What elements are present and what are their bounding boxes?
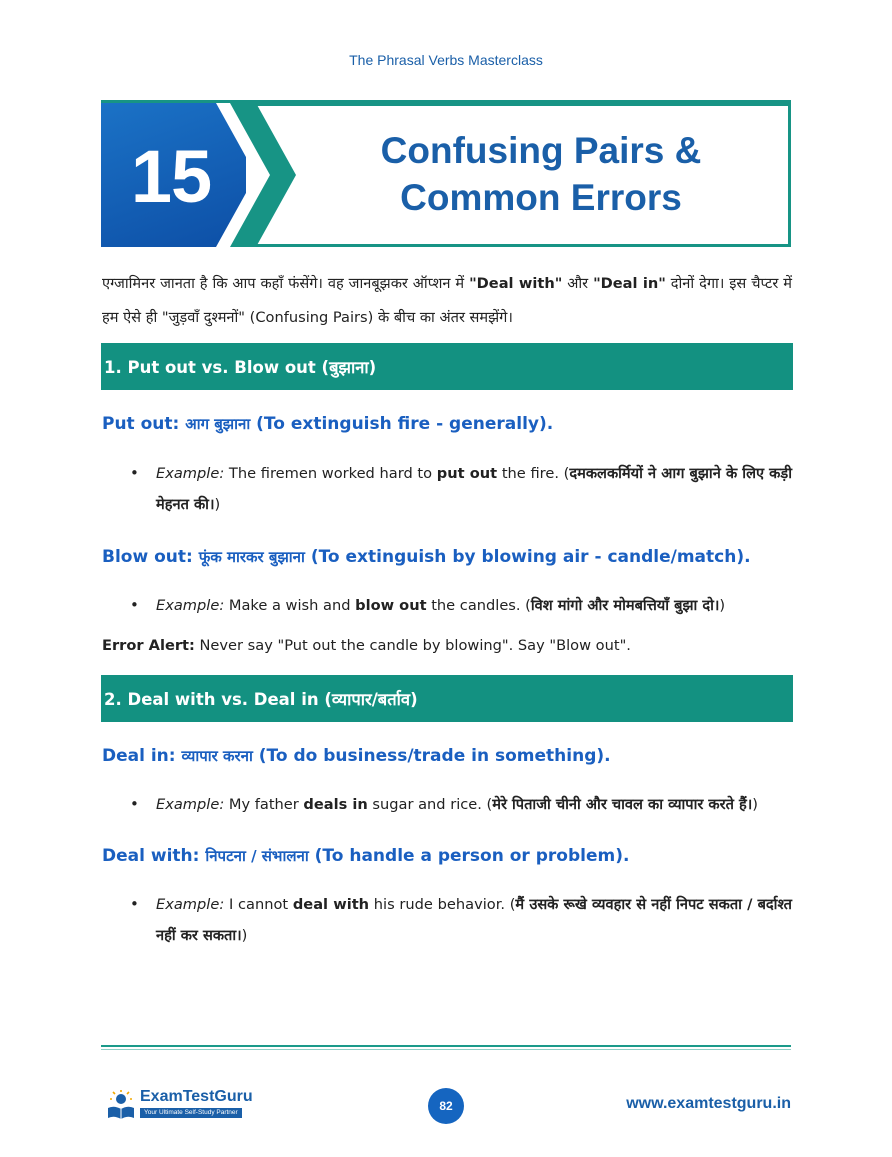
- intro-text-1: एग्जामिनर जानता है कि आप कहाँ फंसेंगे। वह जानबूझकर ऑप्शन में: [102, 275, 470, 292]
- section-heading-1: [101, 343, 793, 390]
- example-text: the candles. (: [426, 597, 531, 614]
- chapter-title: [351, 127, 731, 221]
- bullet-dot-icon: •: [130, 464, 139, 482]
- section-heading-2: [101, 675, 793, 722]
- intro-paragraph: [102, 267, 792, 335]
- example-text: the fire. (: [497, 465, 570, 482]
- term-hindi: फूंक मारकर बुझाना: [198, 548, 305, 566]
- error-alert-label: Error Alert:: [102, 637, 195, 654]
- example-hindi: दमकलकर्मियों ने आग बुझाने के लिए कड़ी मेहनत की।: [156, 465, 792, 513]
- term-label: Deal in:: [102, 746, 182, 766]
- example-text: his rude behavior. (: [369, 896, 516, 913]
- example-label: Example:: [156, 465, 225, 482]
- term-deal-with: [102, 846, 629, 866]
- example-phrase: blow out: [355, 597, 427, 614]
- chapter-title-line-1: Confusing Pairs &: [380, 130, 702, 171]
- example-hindi: मेरे पिताजी चीनी और चावल का व्यापार करते हैं।: [492, 796, 753, 813]
- example-label: Example:: [156, 597, 225, 614]
- logo-tagline: Your Ultimate Self-Study Partner: [140, 1108, 242, 1118]
- bullet-dot-icon: •: [130, 795, 139, 813]
- intro-bold-1: "Deal with": [469, 275, 563, 292]
- example-text: Make a wish and: [224, 597, 356, 614]
- bullet-dot-icon: •: [130, 895, 139, 913]
- term-label: Deal with:: [102, 846, 206, 866]
- example-text: I cannot: [224, 896, 293, 913]
- term-hindi: आग बुझाना: [185, 415, 251, 433]
- chapter-title-line-2: Common Errors: [400, 177, 682, 218]
- example-hindi: मैं उसके रूखे व्यवहार से नहीं निपट सकता / बर्दाश्त नहीं कर सकता।: [156, 896, 792, 944]
- page-number: 82: [428, 1088, 464, 1124]
- section-heading-text: 1. Put out vs. Blow out (बुझाना): [104, 358, 377, 377]
- term-hindi: व्यापार करना: [181, 747, 253, 765]
- term-meaning: (To extinguish fire - generally).: [250, 414, 554, 434]
- chapter-number: 15: [130, 135, 212, 218]
- intro-bold-2: "Deal in": [593, 275, 666, 292]
- term-hindi: निपटना / संभालना: [205, 847, 309, 865]
- example-phrase: deals in: [303, 796, 368, 813]
- example-text: My father: [224, 796, 304, 813]
- example-text: ): [719, 597, 726, 614]
- error-alert: [102, 637, 631, 654]
- reader-icon: [106, 1090, 136, 1120]
- section-heading-text: 2. Deal with vs. Deal in (व्यापार/बर्ताव): [104, 690, 418, 709]
- website-link[interactable]: www.examtestguru.in: [626, 1095, 791, 1112]
- example-phrase: put out: [436, 465, 498, 482]
- intro-text-3: दोनों देगा। इस चैप्टर में हम ऐसे ही "जुड़वाँ दुश्मनों" (Confusing Pairs) के बीच का अंतर समझेंगे।: [102, 275, 792, 326]
- example-text: ): [214, 496, 221, 513]
- bullet-dot-icon: •: [130, 596, 139, 614]
- running-header: The Phrasal Verbs Masterclass: [349, 52, 543, 68]
- chapter-banner: [101, 100, 791, 247]
- example-phrase: deal with: [292, 896, 370, 913]
- example-hindi: विश मांगो और मोमबत्तियाँ बुझा दो।: [530, 597, 720, 614]
- example-text: ): [752, 796, 758, 813]
- logo-name: ExamTestGuru: [140, 1088, 253, 1105]
- example-label: Example:: [156, 796, 225, 813]
- example-label: Example:: [156, 896, 225, 913]
- term-meaning: (To handle a person or problem).: [308, 846, 630, 866]
- footer-rule: [101, 1045, 791, 1047]
- chevron-arrow-icon: [216, 103, 296, 247]
- term-deal-in: [102, 746, 611, 766]
- term-put-out: [102, 414, 553, 434]
- term-label: Put out:: [102, 414, 186, 434]
- term-meaning: (To do business/trade in something).: [252, 746, 611, 766]
- error-alert-text: Never say "Put out the candle by blowing". Say "Blow out".: [194, 637, 631, 654]
- term-label: Blow out:: [102, 547, 199, 567]
- example-text: The firemen worked hard to: [224, 465, 437, 482]
- example-text: sugar and rice. (: [367, 796, 493, 813]
- term-meaning: (To extinguish by blowing air - candle/match).: [304, 547, 751, 567]
- example-text: ): [241, 927, 248, 944]
- footer-rule-thin: [101, 1049, 791, 1050]
- term-blow-out: [102, 547, 751, 567]
- intro-text-2: और: [562, 275, 594, 292]
- examtestguru-logo[interactable]: [106, 1088, 266, 1122]
